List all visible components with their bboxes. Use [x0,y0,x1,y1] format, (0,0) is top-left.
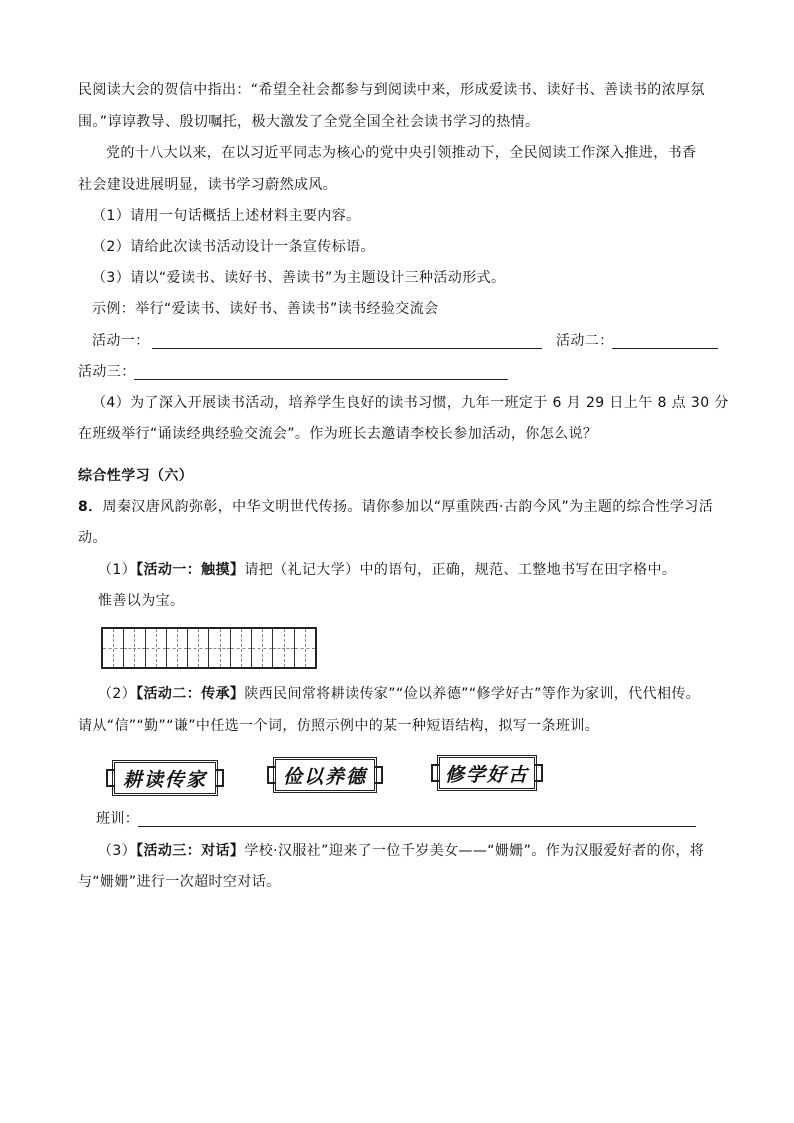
q8-number: 8． [78,499,103,515]
activity-3-label: 活动三： [78,364,136,380]
activity-1-answer-line[interactable] [152,348,542,349]
grid-cell[interactable] [103,629,124,667]
q7-sub3: （3）请以“爱读书、读好书、善读书”为主题设计三种活动形式。 [92,270,506,286]
q8-act2-text: 陕西民间常将耕读传家”“俭以养德”“修学好古”等作为家训，代代相传。 [244,686,701,702]
q7-sub4-line-2: 在班级举行“诵读经典经验交流会”。作为班长去邀请李校长参加活动，你怎么说？ [78,426,598,442]
paragraph-1-line-2: 围。”谆谆教导、殷切嘱托，极大激发了全党全国全社会读书学习的热情。 [78,114,540,130]
paragraph-2-line-2: 社会建设进展明显，读书学习蔚然成风。 [78,177,338,193]
q8-act3-tag: 【活动三：对话】 [136,843,245,859]
grid-cell[interactable] [273,629,294,667]
grid-cell[interactable] [209,629,230,667]
q7-sub2: （2）请给此次读书活动设计一条宣传标语。 [92,239,375,255]
q8-act2-tag: 【活动二：传承】 [136,686,245,702]
paragraph-1-line-1: 民阅读大会的贺信中指出：“希望全社会都参与到阅读中来，形成爱读书、读好书、善读书的浓厚氛 [78,82,705,98]
grid-cell[interactable] [231,629,252,667]
q8-act3-text: 学校·汉服社”迎来了一位千岁美女——“姗姗”。作为汉服爱好者的你，将 [244,843,705,859]
q7-sub4-line-1: （4）为了深入开展读书活动，培养学生良好的读书习惯，九年一班定于 6 月 29 日上午 8 点 30 分 [92,395,729,411]
class-motto-answer-line[interactable] [138,826,696,827]
q8-act1-tag: 【活动一：触摸】 [136,562,245,578]
activity-3-answer-line[interactable] [134,379,508,380]
tianzige-writing-grid[interactable] [101,627,317,669]
q8-activity-2 [98,684,700,704]
activity-2-label: 活动二： [556,333,614,349]
grid-cell[interactable] [124,629,145,667]
q7-sub1: （1）请用一句话概括上述材料主要内容。 [92,208,361,224]
q8-act1-sentence: 惟善以为宝。 [98,593,185,609]
q8-act2-prefix: （2） [98,686,137,702]
grid-cell[interactable] [167,629,188,667]
q8-act2-line-2: 请从“信”“勤”“谦”中任选一个词，仿照示例中的某一种短语结构，拟写一条班训。 [78,718,600,734]
grid-cell[interactable] [252,629,273,667]
plaque-xiu-xue-hao-gu: 修学好古 [437,755,537,791]
q8-activity-1 [98,560,676,580]
q8-intro-line-2: 动。 [78,530,107,546]
q8-act3-line-2: 与“姗姗”进行一次超时空对话。 [78,874,281,890]
q8-intro-text: 周秦汉唐风韵弥彰，中华文明世代传扬。请你参加以“厚重陕西·古韵今风”为主题的综合性学习活 [102,499,714,515]
section-title: 综合性学习（六） [78,468,194,484]
grid-cell[interactable] [188,629,209,667]
q8-act3-prefix: （3） [98,843,137,859]
paragraph-2-line-1: 党的十八大以来，在以习近平同志为核心的党中央引领推动下，全民阅读工作深入推进，书香 [106,145,697,161]
plaque-jian-yi-yang-de: 俭以养德 [273,757,377,793]
q8-act1-text: 请把（礼记大学）中的语句，正确，规范、工整地书写在田字格中。 [244,562,677,578]
q8-intro-line-1 [78,497,713,517]
q7-example: 示例：举行“爱读书、读好书、善读书”读书经验交流会 [92,301,439,317]
class-motto-label: 班训： [96,811,140,827]
activity-1-label: 活动一： [92,333,150,349]
grid-cell[interactable] [295,629,315,667]
plaque-geng-du-chuan-jia: 耕读传家 [112,760,218,796]
activity-2-answer-line[interactable] [612,348,718,349]
q8-activity-3 [98,841,704,861]
q8-act1-prefix: （1） [98,562,137,578]
grid-cell[interactable] [146,629,167,667]
